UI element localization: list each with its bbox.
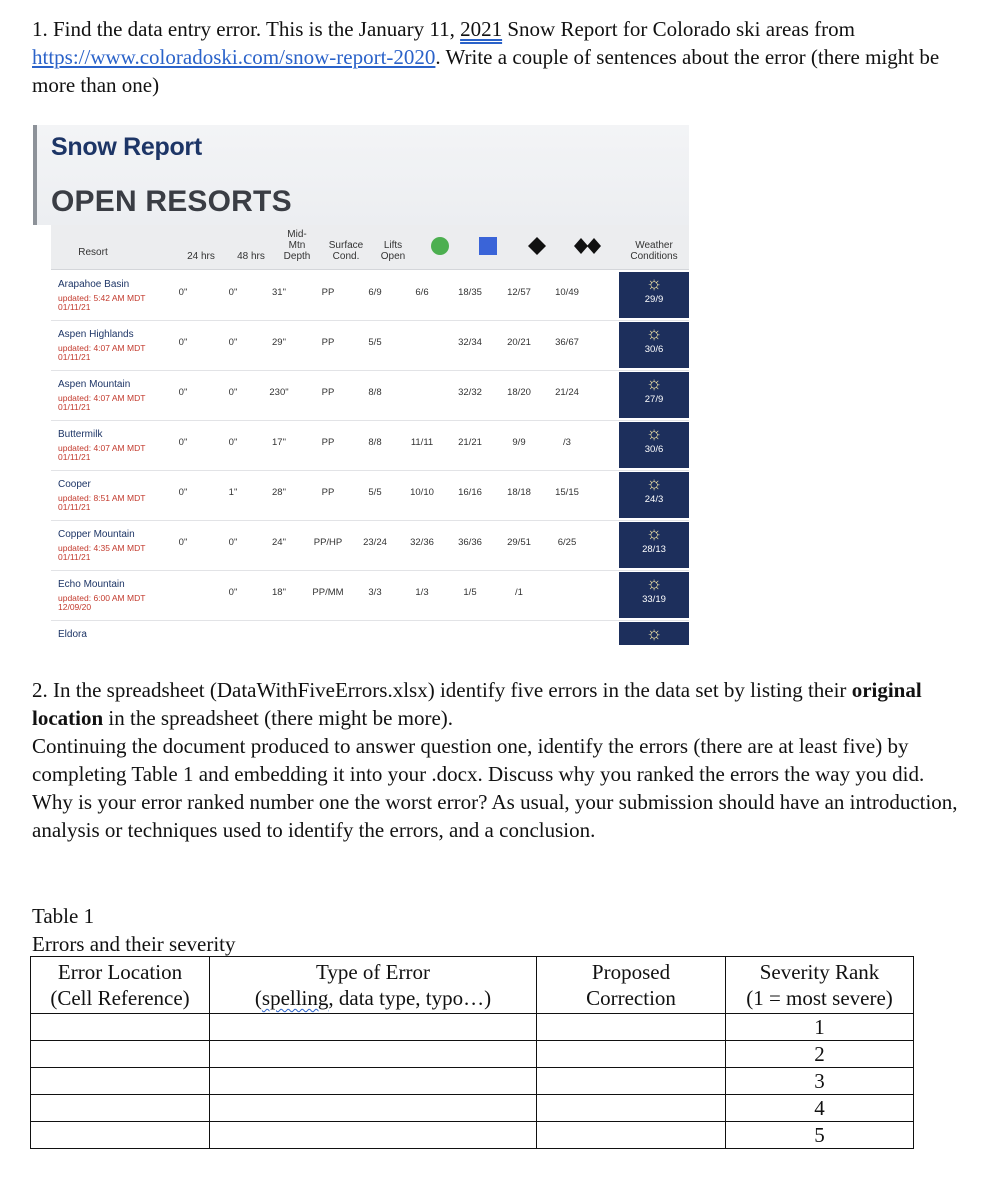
cell-h24: 0": [178, 537, 188, 548]
resort-name[interactable]: Arapahoe Basin: [58, 279, 130, 290]
cell-dbl: 21/24: [555, 387, 579, 398]
cell-dbl: 6/25: [557, 537, 577, 548]
header-resort: Resort: [78, 247, 108, 258]
cell-green: 11/11: [410, 437, 434, 448]
cell-type[interactable]: [210, 1122, 537, 1149]
row-divider: [51, 520, 689, 521]
cell-correction[interactable]: [537, 1068, 726, 1095]
cell-h48: 0": [228, 387, 238, 398]
cell-rank: 3: [726, 1068, 914, 1095]
double-black-diamond-icon: [573, 235, 597, 257]
h2-spelling: spelling: [261, 986, 329, 1010]
cell-depth: 24": [272, 537, 286, 548]
cell-correction[interactable]: [537, 1122, 726, 1149]
cell-location[interactable]: [31, 1122, 210, 1149]
snow-report-link[interactable]: https://www.coloradoski.com/snow-report-2020: [32, 45, 436, 69]
snow-table-header: [51, 225, 689, 270]
weather-temp: 27/9: [644, 394, 664, 405]
snow-report-title: Snow Report: [51, 133, 202, 161]
cell-h24: 0": [178, 337, 188, 348]
row-divider: [51, 420, 689, 421]
weather-cell: [619, 422, 689, 468]
sun-icon: ☼: [645, 423, 663, 443]
weather-cell: [619, 272, 689, 318]
weather-temp: 28/13: [642, 544, 666, 555]
row-divider: [51, 320, 689, 321]
q2-line2: in the spreadsheet (there might be more).: [103, 706, 454, 730]
weather-temp: 24/3: [644, 494, 664, 505]
q2-bold: original location: [32, 678, 922, 730]
cell-h24: 0": [178, 287, 188, 298]
header-mid-mtn: Mid- Mtn Depth: [283, 229, 311, 262]
weather-cell: [619, 472, 689, 518]
header-error-location: [31, 957, 210, 1014]
blue-square-icon: [476, 235, 500, 257]
resort-name[interactable]: Eldora: [58, 629, 87, 640]
table-row: [31, 1122, 914, 1149]
resort-updated: updated: 4:07 AM MDT 01/11/21: [58, 343, 146, 362]
cell-black: 18/20: [507, 387, 531, 398]
sun-icon: ☼: [645, 273, 663, 293]
resort-name[interactable]: Echo Mountain: [58, 579, 125, 590]
resort-updated: updated: 4:35 AM MDT 01/11/21: [58, 543, 146, 562]
cell-green: 1/3: [415, 587, 429, 598]
cell-location[interactable]: [31, 1068, 210, 1095]
cell-dbl: 15/15: [555, 487, 579, 498]
cell-dbl: /3: [563, 437, 571, 448]
header-weather: Weather Conditions: [630, 240, 678, 262]
cell-rank: 5: [726, 1122, 914, 1149]
row-divider: [51, 370, 689, 371]
cell-location[interactable]: [31, 1014, 210, 1041]
cell-dbl: 10/49: [555, 287, 579, 298]
table-row: [31, 1014, 914, 1041]
cell-black: 12/57: [507, 287, 531, 298]
cell-correction[interactable]: [537, 1095, 726, 1122]
cell-type[interactable]: [210, 1068, 537, 1095]
cell-type[interactable]: [210, 1041, 537, 1068]
header-24hrs: 24 hrs: [187, 251, 215, 262]
cell-depth: 17": [272, 437, 286, 448]
cell-blue: 32/34: [458, 337, 482, 348]
header-proposed-correction: [537, 957, 726, 1014]
cell-location[interactable]: [31, 1095, 210, 1122]
resort-updated: updated: 6:00 AM MDT 12/09/20: [58, 593, 146, 612]
cell-rank: 1: [726, 1014, 914, 1041]
cell-surface: PP: [321, 287, 335, 298]
cell-lifts: 5/5: [368, 487, 382, 498]
sun-icon: ☼: [645, 373, 663, 393]
row-divider: [51, 470, 689, 471]
weather-cell: [619, 572, 689, 618]
weather-cell: [619, 622, 689, 645]
resort-updated: updated: 5:42 AM MDT 01/11/21: [58, 293, 146, 312]
question-1-text: [32, 15, 962, 99]
resort-name[interactable]: Aspen Mountain: [58, 379, 131, 390]
resort-name[interactable]: Copper Mountain: [58, 529, 135, 540]
errors-table-header-row: [31, 957, 914, 1014]
table-row: [31, 1041, 914, 1068]
cell-h48: 0": [228, 287, 238, 298]
sun-icon: ☼: [645, 473, 663, 493]
cell-surface: PP: [321, 337, 335, 348]
sun-icon: ☼: [645, 573, 663, 593]
q2-paragraph: Continuing the document produced to answer question one, identify the errors (there are at least five) by completing Table 1 and embedding it into your .docx. Discuss why you ranked the errors the way you did. Why is your error ranked number one the worst error? As usual, your submission should have an introduction, analysis or techniques used to identify the errors, and a conclusion.: [32, 734, 958, 842]
h3b: Correction: [586, 986, 676, 1010]
snow-report-header: [33, 125, 689, 225]
cell-blue: 32/32: [458, 387, 482, 398]
cell-rank: 4: [726, 1095, 914, 1122]
cell-depth: 29": [272, 337, 286, 348]
weather-temp: 33/19: [642, 594, 666, 605]
h1a: Error Location: [57, 960, 183, 984]
resort-name[interactable]: Buttermilk: [58, 429, 103, 440]
table-row: [31, 1095, 914, 1122]
header-accent-bar: [33, 125, 37, 225]
q1-year: 2021: [460, 17, 503, 41]
q2-line1: 2. In the spreadsheet (DataWithFiveErrors.xlsx) identify five errors in the data set by listing their: [32, 678, 847, 702]
h4a: Severity Rank: [759, 960, 880, 984]
cell-surface: PP: [321, 487, 335, 498]
resort-name[interactable]: Aspen Highlands: [58, 329, 134, 340]
cell-rank: 2: [726, 1041, 914, 1068]
cell-black: /1: [515, 587, 523, 598]
cell-black: 18/18: [507, 487, 531, 498]
cell-surface: PP/HP: [313, 537, 343, 548]
cell-blue: 1/5: [463, 587, 477, 598]
cell-lifts: 8/8: [368, 387, 382, 398]
weather-cell: [619, 322, 689, 368]
resort-name[interactable]: Cooper: [58, 479, 91, 490]
row-divider: [51, 570, 689, 571]
cell-h24: 0": [178, 387, 188, 398]
cell-lifts: 6/9: [368, 287, 382, 298]
resort-updated: updated: 8:51 AM MDT 01/11/21: [58, 493, 146, 512]
cell-h24: 0": [178, 487, 188, 498]
cell-green: 6/6: [415, 287, 429, 298]
weather-temp: 30/6: [644, 444, 664, 455]
sun-icon: ☼: [645, 623, 663, 643]
cell-h48: 0": [228, 337, 238, 348]
weather-cell: [619, 522, 689, 568]
q1-part1: 1. Find the data entry error. This is the January 11,: [32, 17, 461, 41]
q1-part3: . Write a couple of sentences about the error (there might be more than one): [32, 45, 940, 97]
cell-lifts: 5/5: [368, 337, 382, 348]
h1b: (Cell Reference): [50, 986, 190, 1010]
header-surface: Surface Cond.: [328, 240, 364, 262]
cell-depth: 28": [272, 487, 286, 498]
cell-h48: 1": [228, 487, 238, 498]
weather-cell: [619, 372, 689, 418]
q1-part2: Snow Report for Colorado ski areas from: [502, 17, 855, 41]
cell-type[interactable]: [210, 1095, 537, 1122]
header-type-of-error: Type of Error (spelling, data type, typo…): [210, 957, 537, 1014]
header-48hrs: 48 hrs: [237, 251, 265, 262]
cell-dbl: 36/67: [555, 337, 579, 348]
resort-updated: updated: 4:07 AM MDT 01/11/21: [58, 443, 146, 462]
cell-correction[interactable]: [537, 1014, 726, 1041]
cell-lifts: 3/3: [368, 587, 382, 598]
cell-surface: PP: [321, 387, 335, 398]
h2a: Type of Error: [316, 960, 430, 984]
cell-type[interactable]: [210, 1014, 537, 1041]
h4b: (1 = most severe): [746, 986, 893, 1010]
weather-temp: 30/6: [644, 344, 664, 355]
cell-depth: 31": [272, 287, 286, 298]
resort-updated: updated: 4:07 AM MDT 01/11/21: [58, 393, 146, 412]
cell-h24: 0": [178, 437, 188, 448]
snow-report-screenshot: [33, 125, 689, 645]
sun-icon: ☼: [645, 323, 663, 343]
cell-h48: 0": [228, 537, 238, 548]
cell-blue: 36/36: [458, 537, 482, 548]
black-diamond-icon: [525, 235, 549, 257]
cell-black: 9/9: [512, 437, 526, 448]
open-resorts-heading: OPEN RESORTS: [51, 185, 292, 218]
cell-lifts: 23/24: [363, 537, 387, 548]
cell-blue: 16/16: [458, 487, 482, 498]
header-lifts: Lifts Open: [380, 240, 406, 262]
sun-icon: ☼: [645, 523, 663, 543]
cell-depth: 18": [272, 587, 286, 598]
cell-green: 32/36: [410, 537, 434, 548]
cell-green: 10/10: [410, 487, 434, 498]
cell-blue: 18/35: [458, 287, 482, 298]
weather-temp: 29/9: [644, 294, 664, 305]
cell-h48: 0": [228, 437, 238, 448]
cell-lifts: 8/8: [368, 437, 382, 448]
question-2-text: [32, 676, 962, 844]
cell-surface: PP: [321, 437, 335, 448]
cell-depth: 230": [269, 387, 289, 398]
h3a: Proposed: [591, 960, 671, 984]
green-circle-icon: [428, 235, 452, 257]
cell-black: 20/21: [507, 337, 531, 348]
cell-black: 29/51: [507, 537, 531, 548]
h2b: , data type, typo…): [328, 986, 492, 1010]
cell-correction[interactable]: [537, 1041, 726, 1068]
row-divider: [51, 620, 689, 621]
cell-blue: 21/21: [458, 437, 482, 448]
cell-location[interactable]: [31, 1041, 210, 1068]
errors-table: [30, 956, 914, 1149]
cell-h48: 0": [228, 587, 238, 598]
cell-surface: PP/MM: [312, 587, 344, 598]
table-caption: Table 1: [32, 904, 95, 928]
table-row: [31, 1068, 914, 1095]
table-title: Errors and their severity: [32, 932, 236, 956]
header-severity-rank: [726, 957, 914, 1014]
